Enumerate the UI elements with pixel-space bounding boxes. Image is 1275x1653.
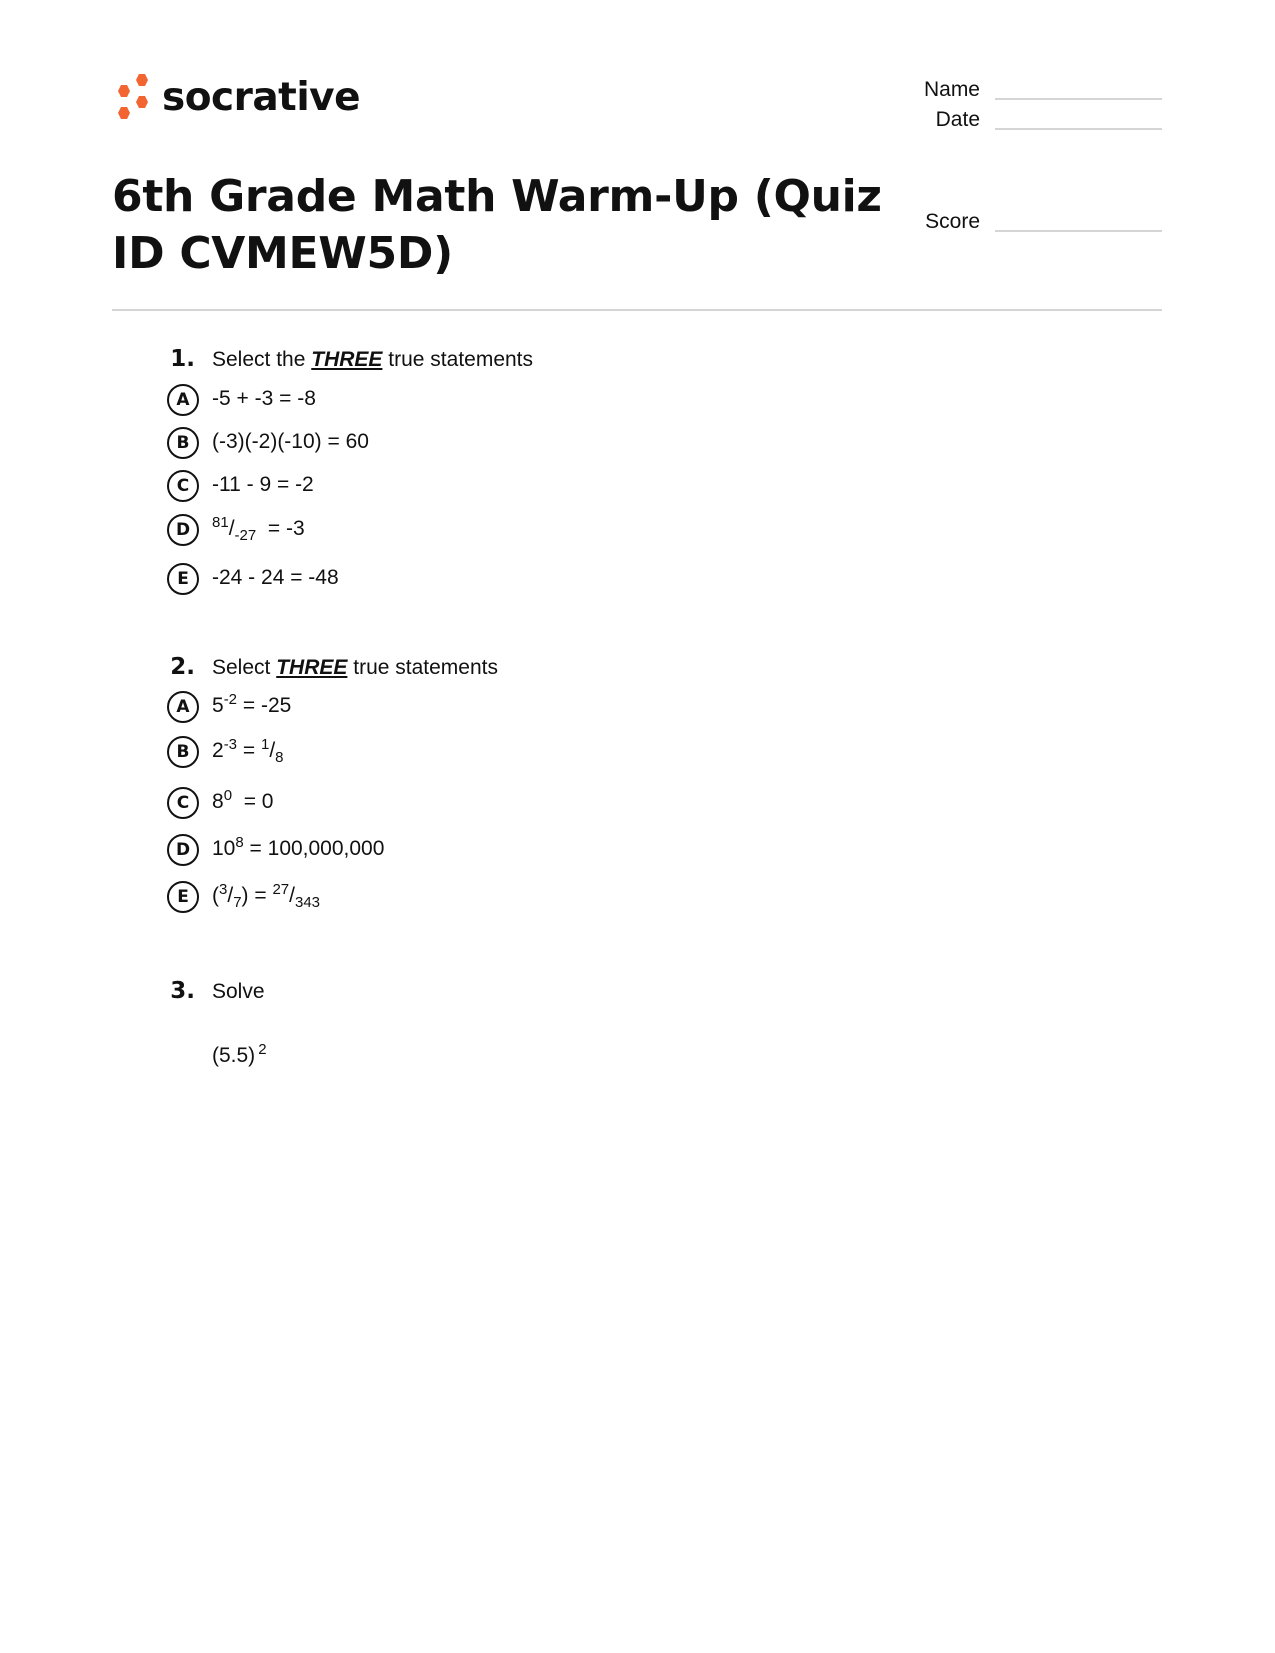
option-c-text: -11 - 9 = -2 [212, 473, 314, 496]
option-e-bubble[interactable]: E [167, 881, 199, 913]
expression-exponent: 2 [258, 1041, 267, 1058]
option-c-text: $8^0 = 0$ [212, 787, 274, 813]
score-field[interactable] [995, 230, 1162, 232]
option-b-bubble[interactable]: B [167, 736, 199, 768]
name-label: Name [923, 78, 980, 101]
question-2-prompt [212, 656, 498, 680]
option-d-text: $^{81}/_{-27} = -3$ [212, 514, 305, 544]
option-b-bubble[interactable]: B [167, 427, 199, 459]
option-a-bubble[interactable]: A [167, 691, 199, 723]
prompt-text: Select [212, 656, 271, 679]
option-e-text: -24 - 24 = -48 [212, 566, 339, 589]
option-a-text: $5^{-2} = -25$ [212, 691, 292, 717]
prompt-text: true statements [353, 656, 498, 679]
prompt-emphasis: THREE [311, 348, 383, 371]
name-field[interactable] [995, 98, 1162, 100]
option-d-bubble[interactable]: D [167, 834, 199, 866]
socrative-logo [112, 72, 360, 122]
option-d-text: $10^8 = 100,000,000$ [212, 834, 385, 860]
question-3-number: 3. [170, 978, 195, 1004]
option-c-bubble[interactable]: C [167, 470, 199, 502]
option-a-text: -5 + -3 = -8 [212, 387, 316, 410]
question-1-prompt [212, 348, 533, 372]
question-2-number: 2. [170, 654, 195, 680]
expression-base: (5.5) [212, 1044, 256, 1067]
page-title: 6th Grade Math Warm-Up (Quiz ID CVMEW5D) [112, 171, 882, 279]
option-e-text: $(^3/_7) = ^{27}/_{343}$ [212, 881, 321, 911]
prompt-text: Select the [212, 348, 306, 371]
question-3-expression [212, 1041, 267, 1068]
option-e-bubble[interactable]: E [167, 563, 199, 595]
option-b-text: $2^{-3} = ^1/_8$ [212, 736, 284, 766]
prompt-emphasis: THREE [276, 656, 348, 679]
brand-name: socrative [162, 74, 361, 120]
option-a-bubble[interactable]: A [167, 384, 199, 416]
option-d-bubble[interactable]: D [167, 514, 199, 546]
date-field[interactable] [995, 128, 1162, 130]
header-divider [112, 309, 1162, 311]
score-label: Score [925, 210, 980, 233]
hexagon-logo-icon [112, 72, 150, 122]
option-b-text: (-3)(-2)(-10) = 60 [212, 430, 369, 453]
question-3-prompt: Solve [212, 980, 265, 1003]
date-label: Date [935, 108, 980, 131]
prompt-text: true statements [388, 348, 534, 371]
question-1-number: 1. [170, 346, 195, 372]
option-c-bubble[interactable]: C [167, 787, 199, 819]
